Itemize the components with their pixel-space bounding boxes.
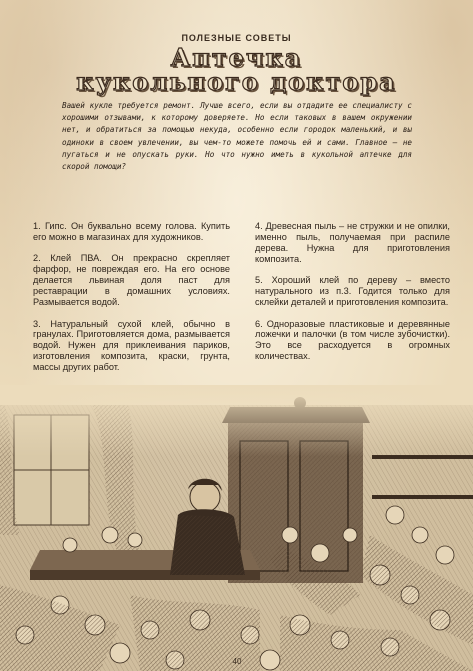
intro-paragraph: Вашей кукле требуется ремонт. Лучше всего, если вы отдадите ее специалисту с хорошими отзывами, к которому доверяете. Но если таковых в вашем окружении нет, и обратиться за помощью некуда, особенно если городок маленький, и вы одиноки в своем увлечении, вы чем-то можете помочь ей и сами. Главное – не пугаться и не опускать руки. Но что нужно иметь в кукольной аптечке для скорой помощи?	[62, 101, 412, 172]
list-item-3: 3. Натуральный сухой клей, обычно в гранулах. Приготовляется дома, размывается водой. Нужен для приклеивания париков, изготовления композита, краски, грунта, массы других работ.	[33, 318, 230, 373]
list-item-4: 4. Древесная пыль – не стружки и не опилки, именно пыль, получаемая при распиле дерева. Нужна для приготовления композита.	[255, 221, 450, 264]
list-item-1: 1. Гипс. Он буквально всему голова. Купить его можно в магазинах для художников.	[33, 221, 230, 242]
right-column	[255, 221, 450, 373]
engraving-illustration	[0, 385, 473, 671]
article-title-line-2: кукольного доктора	[76, 67, 397, 96]
section-label: ПОЛЕЗНЫЕ СОВЕТЫ	[181, 33, 292, 43]
list-item-2: 2. Клей ПВА. Он прекрасно скрепляет фарфор, не повреждая его. На его основе делается львиная доля паст для реставрации в домашних условиях. Размывается водой.	[33, 253, 230, 308]
article-title-line-1: Аптечка	[170, 43, 303, 72]
list-item-5: 5. Хороший клей по дереву – вместо натурального из п.3. Годится только для склейки деталей и приготовления композита.	[255, 275, 450, 308]
list-item-6: 6. Одноразовые пластиковые и деревянные ложечки и палочки (в том числе зубочистки). Это все расходуется в огромных количествах.	[255, 318, 450, 362]
page-number: 40	[232, 657, 242, 666]
left-column	[33, 221, 230, 384]
